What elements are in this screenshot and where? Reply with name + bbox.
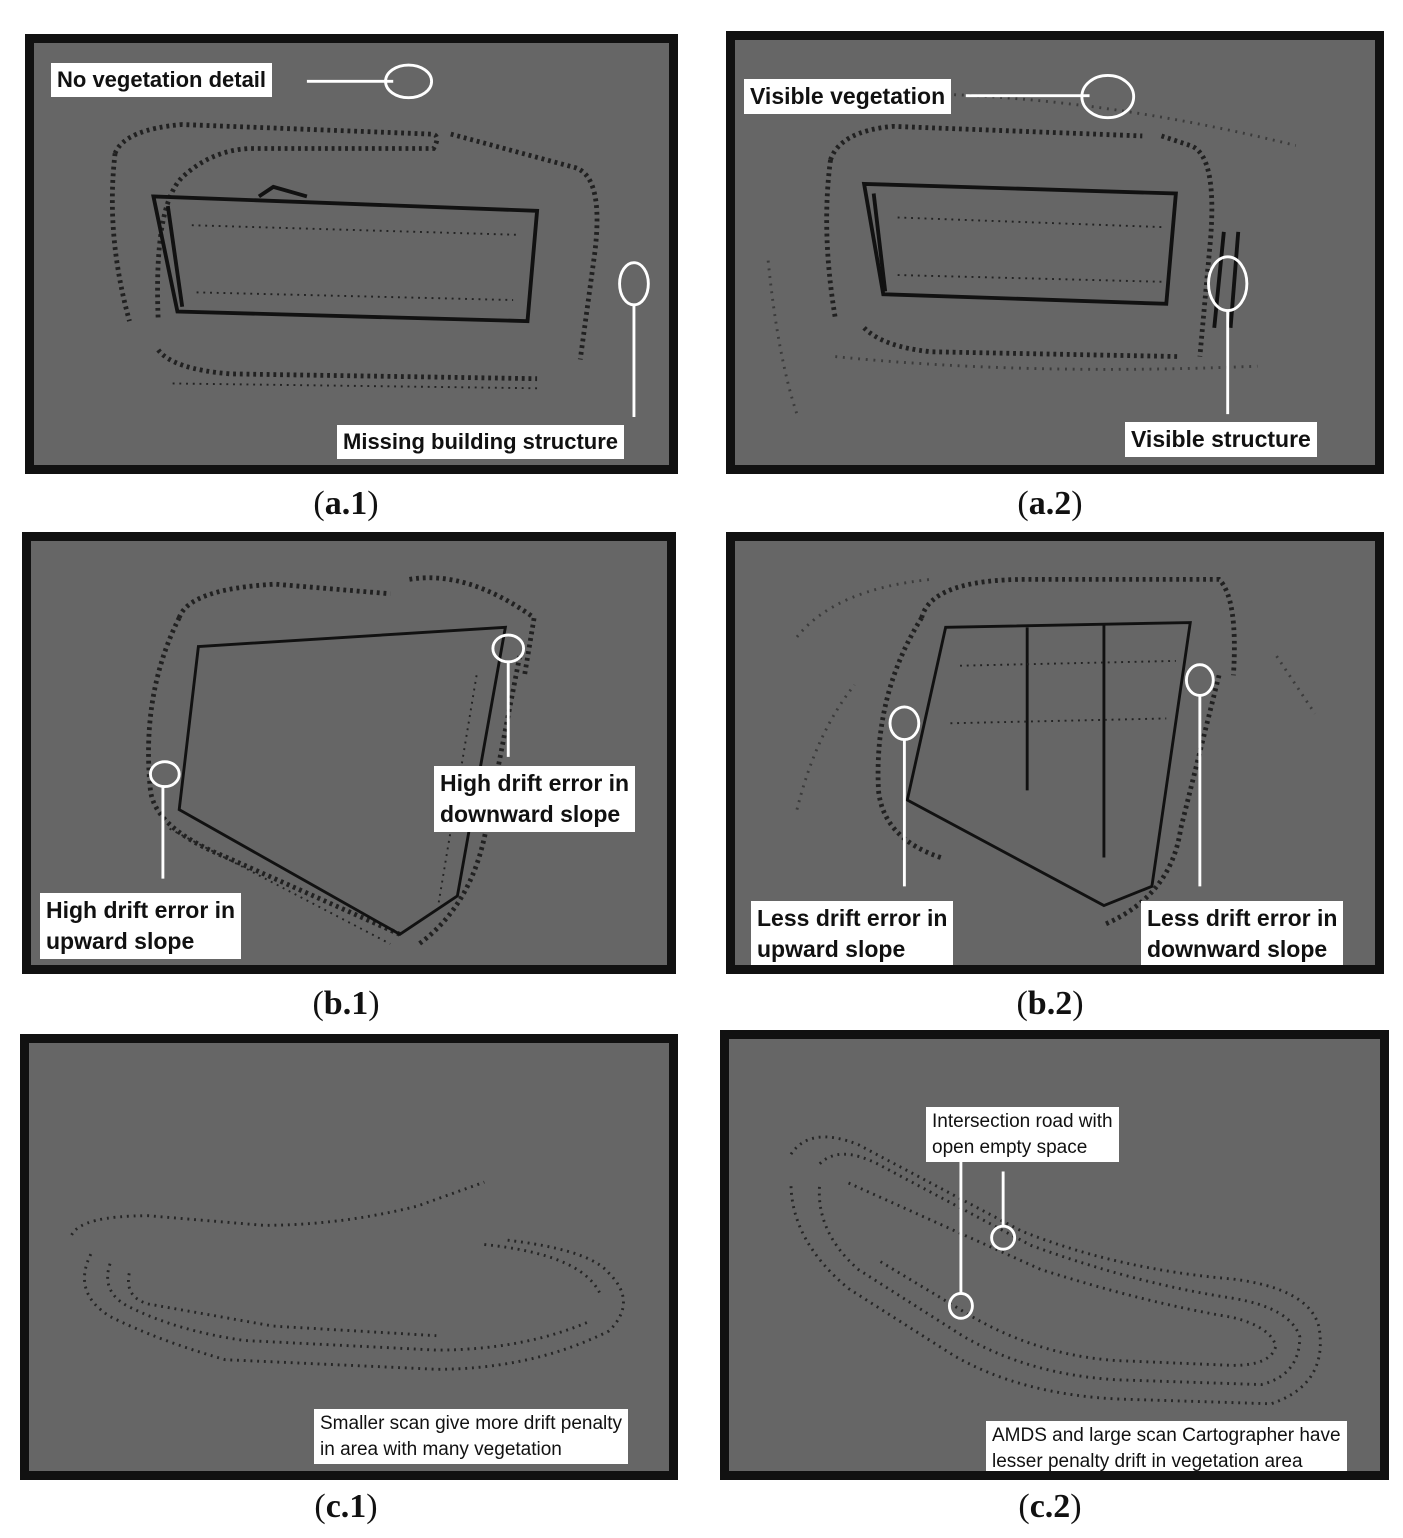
caption-c2: (c.2) <box>1018 1488 1082 1525</box>
panel-b2 <box>726 532 1384 974</box>
panel-a2 <box>726 31 1384 474</box>
label-high-drift-downward: High drift error in downward slope <box>434 766 635 832</box>
label-less-drift-downward: Less drift error in downward slope <box>1141 901 1343 967</box>
caption-b1: (b.1) <box>312 985 380 1022</box>
label-intersection-road: Intersection road with open empty space <box>926 1107 1119 1162</box>
panel-b1 <box>22 532 676 974</box>
label-amds-cartographer: AMDS and large scan Cartographer have lesser penalty drift in vegetation area <box>986 1421 1347 1476</box>
panel-c1 <box>20 1034 678 1480</box>
caption-b2: (b.2) <box>1016 985 1084 1022</box>
label-high-drift-upward: High drift error in upward slope <box>40 893 241 959</box>
panel-a1 <box>25 34 678 474</box>
point-cloud-map <box>729 1039 1380 1471</box>
caption-a2: (a.2) <box>1017 485 1083 522</box>
point-cloud-map <box>34 43 669 465</box>
caption-c1: (c.1) <box>314 1488 378 1525</box>
label-less-drift-upward: Less drift error in upward slope <box>751 901 953 967</box>
label-visible-structure: Visible structure <box>1125 422 1317 457</box>
point-cloud-map <box>29 1043 669 1471</box>
label-missing-building-structure: Missing building structure <box>337 425 624 459</box>
panel-c2 <box>720 1030 1389 1480</box>
label-no-vegetation-detail: No vegetation detail <box>51 63 272 97</box>
caption-a1: (a.1) <box>313 485 379 522</box>
label-visible-vegetation: Visible vegetation <box>744 79 951 114</box>
label-smaller-scan-drift: Smaller scan give more drift penalty in area with many vegetation <box>314 1409 628 1464</box>
